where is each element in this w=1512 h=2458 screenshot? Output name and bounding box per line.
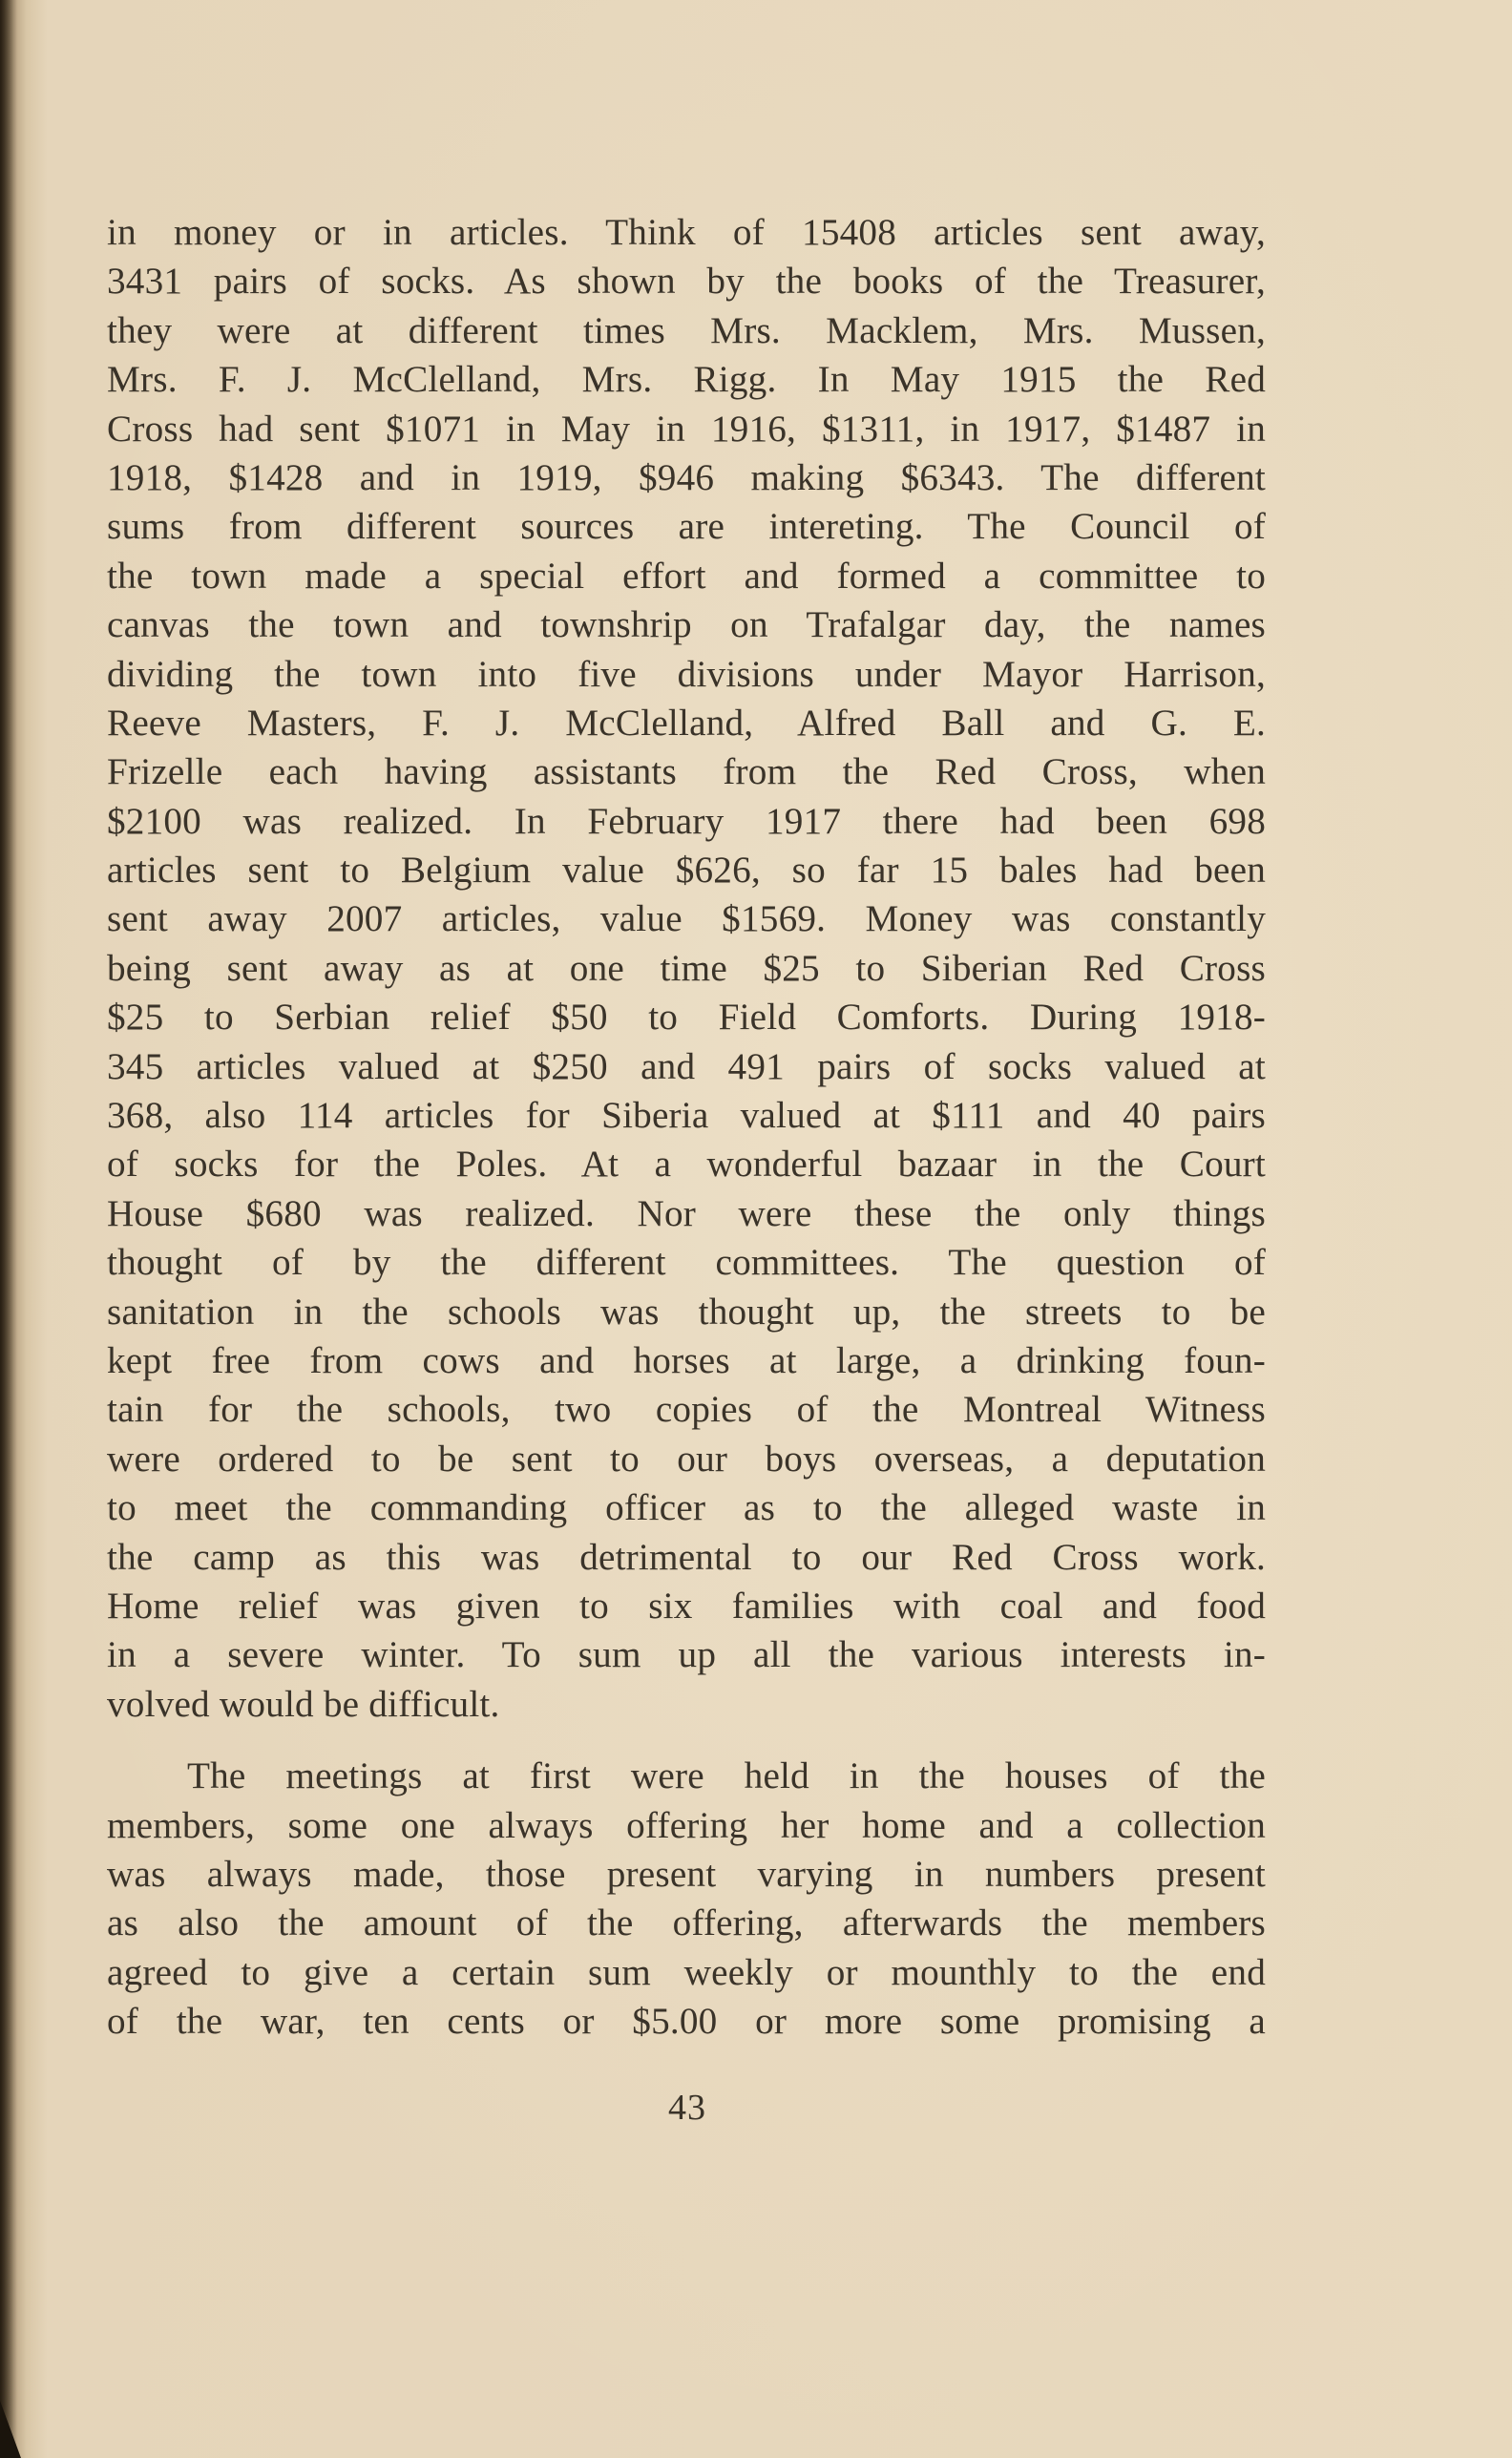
text-line: was always made, those present varying in numbers present	[107, 1853, 1266, 1895]
text-line: sanitation in the schools was thought up, the streets to be	[107, 1291, 1266, 1333]
text-line: The meetings at first were held in the houses of the	[187, 1755, 1266, 1797]
text-line: to meet the commanding officer as to the alleged waste in	[107, 1487, 1266, 1529]
text-line: agreed to give a certain sum weekly or mounthly to the end	[107, 1951, 1266, 1993]
text-line: articles sent to Belgium value $626, so far 15 bales had been	[107, 850, 1266, 892]
text-line: 368, also 114 articles for Siberia valued at $111 and 40 pairs	[107, 1095, 1266, 1137]
text-line: Cross had sent $1071 in May in 1916, $1311, in 1917, $1487 in	[107, 408, 1266, 450]
text-line: sums from different sources are intereting. The Council of	[107, 506, 1266, 548]
text-line: Mrs. F. J. McClelland, Mrs. Rigg. In May 1915 the Red	[107, 359, 1266, 401]
text-line: House $680 was realized. Nor were these the only things	[107, 1192, 1266, 1234]
text-line: volved would be difficult.	[107, 1683, 500, 1725]
text-line: thought of by the different committees. The question of	[107, 1242, 1266, 1284]
text-line: kept free from cows and horses at large, a drinking foun-	[107, 1339, 1266, 1381]
text-line: of socks for the Poles. At a wonderful bazaar in the Court	[107, 1144, 1266, 1186]
text-line: 3431 pairs of socks. As shown by the books of the Treasurer,	[107, 261, 1266, 303]
text-line: 345 articles valued at $250 and 491 pairs of socks valued at	[107, 1045, 1266, 1087]
text-line: $25 to Serbian relief $50 to Field Comforts. During 1918-	[107, 997, 1266, 1039]
text-line: 1918, $1428 and in 1919, $946 making $6343. The different	[107, 456, 1266, 498]
body-text	[107, 208, 1266, 2046]
text-line: in a severe winter. To sum up all the various interests in-	[107, 1634, 1266, 1676]
text-line: they were at different times Mrs. Macklem, Mrs. Mussen,	[107, 309, 1266, 351]
text-line: $2100 was realized. In February 1917 there had been 698	[107, 800, 1266, 842]
text-line: Reeve Masters, F. J. McClelland, Alfred Ball and G. E.	[107, 702, 1266, 744]
text-line: tain for the schools, two copies of the Montreal Witness	[107, 1389, 1266, 1431]
paragraph-gap	[107, 1729, 1266, 1752]
text-line: of the war, ten cents or $5.00 or more some promising a	[107, 2001, 1266, 2043]
text-line: the camp as this was detrimental to our Red Cross work.	[107, 1536, 1266, 1578]
page-number: 43	[668, 2088, 706, 2128]
text-line: as also the amount of the offering, afterwards the members	[107, 1902, 1266, 1944]
text-line: being sent away as at one time $25 to Siberian Red Cross	[107, 947, 1266, 989]
text-line: members, some one always offering her home and a collection	[107, 1804, 1266, 1846]
text-line: Home relief was given to six families with coal and food	[107, 1585, 1266, 1627]
text-line: canvas the town and townshrip on Trafalgar day, the names	[107, 604, 1266, 646]
text-line: were ordered to be sent to our boys overseas, a deputation	[107, 1438, 1266, 1480]
text-line: in money or in articles. Think of 15408 articles sent away,	[107, 212, 1266, 253]
text-line: the town made a special effort and formed a committee to	[107, 555, 1266, 597]
binding-corner	[0, 2401, 21, 2458]
text-line: Frizelle each having assistants from the Red Cross, when	[107, 751, 1266, 793]
text-line: dividing the town into five divisions under Mayor Harrison,	[107, 653, 1266, 695]
text-line: sent away 2007 articles, value $1569. Money was constantly	[107, 898, 1266, 940]
